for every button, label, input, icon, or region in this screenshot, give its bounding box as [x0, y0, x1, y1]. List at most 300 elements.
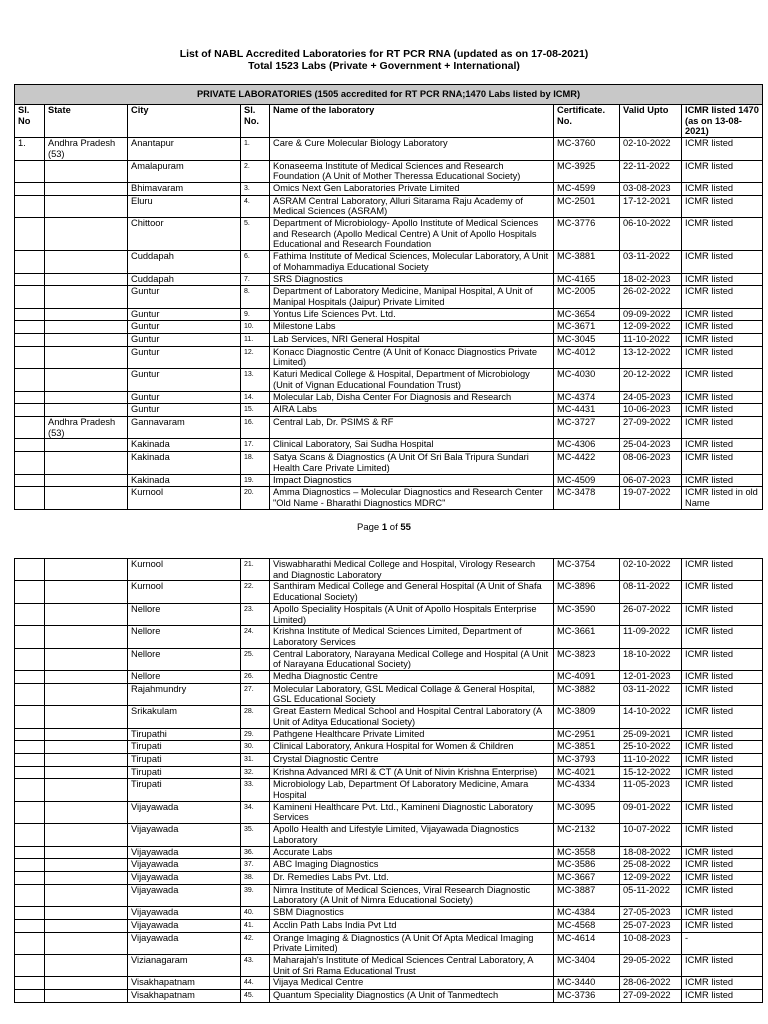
- col-header-sl: Sl. No: [15, 105, 45, 138]
- lab-sl-no-cell: 27.: [241, 683, 270, 705]
- lab-name-cell: Katuri Medical College & Hospital, Department of Microbiology (Unit of Vignan Educational Foundation Trust): [270, 369, 554, 391]
- lab-name-cell: Molecular Laboratory, GSL Medical Collage & General Hospital, GSL Educational Society: [270, 683, 554, 705]
- state-cell: [45, 369, 128, 391]
- valid-upto-cell: 26-07-2022: [620, 603, 682, 625]
- table-row: [15, 766, 763, 779]
- table-row: [15, 603, 763, 625]
- certificate-cell: MC-2501: [554, 195, 620, 217]
- sl-no-cell: [15, 195, 45, 217]
- sl-no-cell: [15, 741, 45, 754]
- valid-upto-cell: 09-09-2022: [620, 308, 682, 321]
- table-row: [15, 182, 763, 195]
- city-cell: Cuddapah: [128, 273, 241, 286]
- valid-upto-cell: 15-12-2022: [620, 766, 682, 779]
- sl-no-cell: [15, 251, 45, 273]
- certificate-cell: MC-3095: [554, 801, 620, 823]
- state-cell: [45, 824, 128, 846]
- icmr-status-cell: ICMR listed: [682, 977, 763, 990]
- sl-no-cell: [15, 919, 45, 932]
- sl-no-cell: 1.: [15, 138, 45, 160]
- sl-no-cell: [15, 391, 45, 404]
- icmr-status-cell: -: [682, 932, 763, 954]
- sl-no-cell: [15, 706, 45, 728]
- certificate-cell: MC-3404: [554, 954, 620, 976]
- sl-no-cell: [15, 626, 45, 648]
- lab-sl-no-cell: 35.: [241, 824, 270, 846]
- table-row: [15, 474, 763, 487]
- certificate-cell: MC-4021: [554, 766, 620, 779]
- lab-sl-no-cell: 28.: [241, 706, 270, 728]
- lab-name-cell: Vijaya Medical Centre: [270, 977, 554, 990]
- lab-name-cell: Santhiram Medical College and General Hospital (A Unit of Shafa Educational Society): [270, 581, 554, 603]
- lab-name-cell: SBM Diagnostics: [270, 907, 554, 920]
- valid-upto-cell: 22-11-2022: [620, 160, 682, 182]
- sl-no-cell: [15, 559, 45, 581]
- city-cell: Srikakulam: [128, 706, 241, 728]
- table-row: [15, 286, 763, 308]
- valid-upto-cell: 11-10-2022: [620, 753, 682, 766]
- valid-upto-cell: 17-12-2021: [620, 195, 682, 217]
- table-row: [15, 559, 763, 581]
- state-cell: [45, 334, 128, 347]
- icmr-status-cell: ICMR listed: [682, 559, 763, 581]
- sl-no-cell: [15, 846, 45, 859]
- valid-upto-cell: 05-11-2022: [620, 884, 682, 906]
- table-row: [15, 195, 763, 217]
- lab-name-cell: Accurate Labs: [270, 846, 554, 859]
- city-cell: Vijayawada: [128, 932, 241, 954]
- lab-name-cell: Quantum Speciality Diagnostics (A Unit of Tanmedtech: [270, 990, 554, 1003]
- sl-no-cell: [15, 766, 45, 779]
- certificate-cell: MC-4614: [554, 932, 620, 954]
- certificate-cell: MC-3590: [554, 603, 620, 625]
- table-row: [15, 416, 763, 438]
- city-cell: Guntur: [128, 321, 241, 334]
- valid-upto-cell: 10-08-2023: [620, 932, 682, 954]
- certificate-cell: MC-4012: [554, 346, 620, 368]
- state-cell: [45, 218, 128, 251]
- city-cell: Vijayawada: [128, 884, 241, 906]
- valid-upto-cell: 14-10-2022: [620, 706, 682, 728]
- icmr-status-cell: ICMR listed: [682, 346, 763, 368]
- state-cell: [45, 728, 128, 741]
- city-cell: Kakinada: [128, 474, 241, 487]
- state-cell: [45, 391, 128, 404]
- city-cell: Vizianagaram: [128, 954, 241, 976]
- city-cell: Tirupathi: [128, 728, 241, 741]
- state-cell: Andhra Pradesh (53): [45, 138, 128, 160]
- icmr-status-cell: ICMR listed: [682, 990, 763, 1003]
- table-row: [15, 218, 763, 251]
- lab-name-cell: Pathgene Healthcare Private Limited: [270, 728, 554, 741]
- city-cell: Vijayawada: [128, 846, 241, 859]
- certificate-cell: MC-3823: [554, 648, 620, 670]
- icmr-status-cell: ICMR listed: [682, 824, 763, 846]
- lab-name-cell: Acclin Path Labs India Pvt Ltd: [270, 919, 554, 932]
- city-cell: Guntur: [128, 404, 241, 417]
- sl-no-cell: [15, 648, 45, 670]
- lab-sl-no-cell: 17.: [241, 439, 270, 452]
- icmr-status-cell: ICMR listed: [682, 741, 763, 754]
- table-row: [15, 884, 763, 906]
- city-cell: Kurnool: [128, 487, 241, 509]
- page-number: 1: [381, 522, 388, 533]
- city-cell: Nellore: [128, 626, 241, 648]
- certificate-cell: MC-4509: [554, 474, 620, 487]
- city-cell: Bhimavaram: [128, 182, 241, 195]
- icmr-status-cell: ICMR listed: [682, 581, 763, 603]
- table-row: [15, 779, 763, 801]
- icmr-status-cell: ICMR listed: [682, 648, 763, 670]
- city-cell: Guntur: [128, 308, 241, 321]
- certificate-cell: MC-3736: [554, 990, 620, 1003]
- lab-name-cell: Clinical Laboratory, Sai Sudha Hospital: [270, 439, 554, 452]
- state-cell: [45, 954, 128, 976]
- lab-sl-no-cell: 13.: [241, 369, 270, 391]
- city-cell: Vijayawada: [128, 919, 241, 932]
- sl-no-cell: [15, 753, 45, 766]
- valid-upto-cell: 03-11-2022: [620, 683, 682, 705]
- certificate-cell: MC-3558: [554, 846, 620, 859]
- lab-name-cell: Nimra Institute of Medical Sciences, Viral Research Diagnostic Laboratory (A Unit of Nimra Educational Society): [270, 884, 554, 906]
- sl-no-cell: [15, 671, 45, 684]
- table-row: [15, 439, 763, 452]
- lab-name-cell: Amma Diagnostics – Molecular Diagnostics and Research Center "Old Name - Bharathi Diagnostics MDRC": [270, 487, 554, 509]
- icmr-status-cell: ICMR listed: [682, 954, 763, 976]
- state-cell: [45, 671, 128, 684]
- lab-sl-no-cell: 3.: [241, 182, 270, 195]
- valid-upto-cell: 25-08-2022: [620, 859, 682, 872]
- valid-upto-cell: 12-01-2023: [620, 671, 682, 684]
- lab-sl-no-cell: 29.: [241, 728, 270, 741]
- state-cell: [45, 932, 128, 954]
- city-cell: Cuddapah: [128, 251, 241, 273]
- document-subtitle: Total 1523 Labs (Private + Government + International): [248, 60, 520, 72]
- state-cell: [45, 919, 128, 932]
- state-cell: [45, 648, 128, 670]
- table-row: [15, 251, 763, 273]
- state-cell: [45, 404, 128, 417]
- valid-upto-cell: 18-02-2023: [620, 273, 682, 286]
- table-row: [15, 487, 763, 509]
- sl-no-cell: [15, 779, 45, 801]
- icmr-status-cell: ICMR listed: [682, 321, 763, 334]
- city-cell: Nellore: [128, 671, 241, 684]
- state-cell: [45, 977, 128, 990]
- certificate-cell: MC-3887: [554, 884, 620, 906]
- table-row: [15, 706, 763, 728]
- lab-sl-no-cell: 12.: [241, 346, 270, 368]
- lab-name-cell: AIRA Labs: [270, 404, 554, 417]
- sl-no-cell: [15, 321, 45, 334]
- state-cell: [45, 871, 128, 884]
- table-row: [15, 671, 763, 684]
- state-cell: [45, 766, 128, 779]
- certificate-cell: MC-3661: [554, 626, 620, 648]
- certificate-cell: MC-3809: [554, 706, 620, 728]
- icmr-status-cell: ICMR listed: [682, 404, 763, 417]
- state-cell: [45, 286, 128, 308]
- certificate-cell: MC-4306: [554, 439, 620, 452]
- lab-name-cell: Central Lab, Dr. PSIMS & RF: [270, 416, 554, 438]
- sl-no-cell: [15, 581, 45, 603]
- icmr-status-cell: ICMR listed: [682, 603, 763, 625]
- sl-no-cell: [15, 871, 45, 884]
- lab-name-cell: Apollo Speciality Hospitals (A Unit of Apollo Hospitals Enterprise Limited): [270, 603, 554, 625]
- certificate-cell: MC-3925: [554, 160, 620, 182]
- certificate-cell: MC-4599: [554, 182, 620, 195]
- lab-sl-no-cell: 44.: [241, 977, 270, 990]
- valid-upto-cell: 18-10-2022: [620, 648, 682, 670]
- state-cell: [45, 741, 128, 754]
- lab-name-cell: Central Laboratory, Narayana Medical College and Hospital (A Unit of Narayana Educational Society): [270, 648, 554, 670]
- sl-no-cell: [15, 474, 45, 487]
- valid-upto-cell: 06-07-2023: [620, 474, 682, 487]
- lab-sl-no-cell: 16.: [241, 416, 270, 438]
- state-cell: [45, 251, 128, 273]
- icmr-status-cell: ICMR listed: [682, 218, 763, 251]
- document-title: List of NABL Accredited Laboratories for RT PCR RNA (updated as on 17-08-2021): [179, 48, 589, 60]
- col-header-icmr: ICMR listed 1470 (as on 13-08-2021): [682, 105, 763, 138]
- table-row: [15, 683, 763, 705]
- certificate-cell: MC-4384: [554, 907, 620, 920]
- city-cell: Nellore: [128, 648, 241, 670]
- city-cell: Vijayawada: [128, 824, 241, 846]
- lab-sl-no-cell: 5.: [241, 218, 270, 251]
- valid-upto-cell: 06-10-2022: [620, 218, 682, 251]
- banner-row: [15, 85, 763, 105]
- labs-table-page-2: [14, 558, 763, 1003]
- lab-sl-no-cell: 23.: [241, 603, 270, 625]
- valid-upto-cell: 26-02-2022: [620, 286, 682, 308]
- sl-no-cell: [15, 683, 45, 705]
- city-cell: Vijayawada: [128, 871, 241, 884]
- certificate-cell: MC-3896: [554, 581, 620, 603]
- certificate-cell: MC-2951: [554, 728, 620, 741]
- city-cell: Guntur: [128, 391, 241, 404]
- sl-no-cell: [15, 801, 45, 823]
- valid-upto-cell: 10-06-2023: [620, 404, 682, 417]
- table-row: [15, 321, 763, 334]
- lab-name-cell: Department of Laboratory Medicine, Manipal Hospital, A Unit of Manipal Hospitals (Jaipur) Private Limited: [270, 286, 554, 308]
- icmr-status-cell: ICMR listed: [682, 334, 763, 347]
- col-header-sl-no: Sl. No.: [241, 105, 270, 138]
- table-row: [15, 369, 763, 391]
- sl-no-cell: [15, 334, 45, 347]
- lab-sl-no-cell: 22.: [241, 581, 270, 603]
- certificate-cell: MC-3671: [554, 321, 620, 334]
- lab-sl-no-cell: 9.: [241, 308, 270, 321]
- lab-sl-no-cell: 21.: [241, 559, 270, 581]
- valid-upto-cell: 25-10-2022: [620, 741, 682, 754]
- table-row: [15, 648, 763, 670]
- state-cell: [45, 474, 128, 487]
- icmr-status-cell: ICMR listed: [682, 182, 763, 195]
- certificate-cell: MC-2005: [554, 286, 620, 308]
- city-cell: Rajahmundry: [128, 683, 241, 705]
- city-cell: Kakinada: [128, 452, 241, 474]
- lab-name-cell: Crystal Diagnostic Centre: [270, 753, 554, 766]
- private-labs-banner: PRIVATE LABORATORIES (1505 accredited for RT PCR RNA;1470 Labs listed by ICMR): [15, 85, 763, 105]
- certificate-cell: MC-3776: [554, 218, 620, 251]
- lab-name-cell: Konaseema Institute of Medical Sciences and Research Foundation (A Unit of Mother Theressa Educational Society): [270, 160, 554, 182]
- lab-sl-no-cell: 1.: [241, 138, 270, 160]
- state-cell: [45, 779, 128, 801]
- table-row: [15, 404, 763, 417]
- lab-sl-no-cell: 40.: [241, 907, 270, 920]
- lab-sl-no-cell: 32.: [241, 766, 270, 779]
- page-of: of: [389, 522, 398, 533]
- lab-sl-no-cell: 31.: [241, 753, 270, 766]
- table-row: [15, 308, 763, 321]
- city-cell: Tirupati: [128, 741, 241, 754]
- table-row: [15, 990, 763, 1003]
- icmr-status-cell: ICMR listed: [682, 884, 763, 906]
- lab-name-cell: Krishna Advanced MRI & CT (A Unit of Nivin Krishna Enterprise): [270, 766, 554, 779]
- lab-name-cell: Lab Services, NRI General Hospital: [270, 334, 554, 347]
- certificate-cell: MC-4334: [554, 779, 620, 801]
- state-cell: [45, 346, 128, 368]
- lab-name-cell: Clinical Laboratory, Ankura Hospital for Women & Children: [270, 741, 554, 754]
- certificate-cell: MC-3760: [554, 138, 620, 160]
- city-cell: Amalapuram: [128, 160, 241, 182]
- lab-sl-no-cell: 45.: [241, 990, 270, 1003]
- certificate-cell: MC-3793: [554, 753, 620, 766]
- lab-name-cell: Apollo Health and Lifestyle Limited, Vijayawada Diagnostics Laboratory: [270, 824, 554, 846]
- icmr-status-cell: ICMR listed: [682, 801, 763, 823]
- city-cell: Kurnool: [128, 559, 241, 581]
- icmr-status-cell: ICMR listed: [682, 416, 763, 438]
- lab-sl-no-cell: 26.: [241, 671, 270, 684]
- icmr-status-cell: ICMR listed: [682, 273, 763, 286]
- table-row: [15, 741, 763, 754]
- city-cell: Vijayawada: [128, 907, 241, 920]
- state-cell: [45, 321, 128, 334]
- sl-no-cell: [15, 182, 45, 195]
- lab-name-cell: Impact Diagnostics: [270, 474, 554, 487]
- col-header-city: City: [128, 105, 241, 138]
- city-cell: Visakhapatnam: [128, 990, 241, 1003]
- sl-no-cell: [15, 439, 45, 452]
- state-cell: [45, 990, 128, 1003]
- city-cell: Visakhapatnam: [128, 977, 241, 990]
- sl-no-cell: [15, 218, 45, 251]
- lab-sl-no-cell: 33.: [241, 779, 270, 801]
- icmr-status-cell: ICMR listed: [682, 728, 763, 741]
- page-footer: [0, 522, 768, 533]
- valid-upto-cell: 27-09-2022: [620, 416, 682, 438]
- lab-name-cell: Satya Scans & Diagnostics (A Unit Of Sri Bala Tripura Sundari Health Care Private Limited): [270, 452, 554, 474]
- lab-sl-no-cell: 43.: [241, 954, 270, 976]
- valid-upto-cell: 18-08-2022: [620, 846, 682, 859]
- valid-upto-cell: 02-10-2022: [620, 138, 682, 160]
- icmr-status-cell: ICMR listed: [682, 683, 763, 705]
- lab-sl-no-cell: 18.: [241, 452, 270, 474]
- valid-upto-cell: 25-04-2023: [620, 439, 682, 452]
- icmr-status-cell: ICMR listed: [682, 779, 763, 801]
- sl-no-cell: [15, 416, 45, 438]
- lab-name-cell: Konacc Diagnostic Centre (A Unit of Konacc Diagnostics Private Limited): [270, 346, 554, 368]
- icmr-status-cell: ICMR listed: [682, 753, 763, 766]
- city-cell: Gannavaram: [128, 416, 241, 438]
- table-row: [15, 138, 763, 160]
- lab-name-cell: Krishna Institute of Medical Sciences Limited, Department of Laboratory Services: [270, 626, 554, 648]
- state-cell: [45, 439, 128, 452]
- sl-no-cell: [15, 907, 45, 920]
- sl-no-cell: [15, 824, 45, 846]
- state-cell: [45, 273, 128, 286]
- icmr-status-cell: ICMR listed: [682, 766, 763, 779]
- city-cell: Guntur: [128, 334, 241, 347]
- lab-sl-no-cell: 39.: [241, 884, 270, 906]
- state-cell: [45, 683, 128, 705]
- certificate-cell: MC-4030: [554, 369, 620, 391]
- lab-sl-no-cell: 38.: [241, 871, 270, 884]
- col-header-valid-upto: Valid Upto: [620, 105, 682, 138]
- valid-upto-cell: 13-12-2022: [620, 346, 682, 368]
- lab-sl-no-cell: 36.: [241, 846, 270, 859]
- certificate-cell: MC-4422: [554, 452, 620, 474]
- table-row: [15, 919, 763, 932]
- certificate-cell: MC-3727: [554, 416, 620, 438]
- table-row: [15, 334, 763, 347]
- icmr-status-cell: ICMR listed: [682, 871, 763, 884]
- state-cell: Andhra Pradesh (53): [45, 416, 128, 438]
- table-row: [15, 728, 763, 741]
- lab-sl-no-cell: 14.: [241, 391, 270, 404]
- lab-name-cell: Yontus Life Sciences Pvt. Ltd.: [270, 308, 554, 321]
- lab-sl-no-cell: 8.: [241, 286, 270, 308]
- state-cell: [45, 753, 128, 766]
- valid-upto-cell: 25-09-2021: [620, 728, 682, 741]
- certificate-cell: MC-4431: [554, 404, 620, 417]
- sl-no-cell: [15, 369, 45, 391]
- valid-upto-cell: 09-01-2022: [620, 801, 682, 823]
- table-row: [15, 452, 763, 474]
- sl-no-cell: [15, 308, 45, 321]
- city-cell: Vijayawada: [128, 801, 241, 823]
- valid-upto-cell: 03-11-2022: [620, 251, 682, 273]
- state-cell: [45, 581, 128, 603]
- valid-upto-cell: 11-09-2022: [620, 626, 682, 648]
- valid-upto-cell: 08-11-2022: [620, 581, 682, 603]
- table-row: [15, 346, 763, 368]
- icmr-status-cell: ICMR listed in old Name: [682, 487, 763, 509]
- table-row: [15, 801, 763, 823]
- table-row: [15, 977, 763, 990]
- icmr-status-cell: ICMR listed: [682, 251, 763, 273]
- lab-name-cell: ABC Imaging Diagnostics: [270, 859, 554, 872]
- state-cell: [45, 603, 128, 625]
- sl-no-cell: [15, 990, 45, 1003]
- valid-upto-cell: 12-09-2022: [620, 871, 682, 884]
- sl-no-cell: [15, 884, 45, 906]
- sl-no-cell: [15, 160, 45, 182]
- city-cell: Kakinada: [128, 439, 241, 452]
- certificate-cell: MC-3440: [554, 977, 620, 990]
- col-header-state: State: [45, 105, 128, 138]
- state-cell: [45, 195, 128, 217]
- table-row: [15, 273, 763, 286]
- certificate-cell: MC-3654: [554, 308, 620, 321]
- sl-no-cell: [15, 932, 45, 954]
- icmr-status-cell: ICMR listed: [682, 706, 763, 728]
- table-row: [15, 907, 763, 920]
- col-header-certificate: Certificate. No.: [554, 105, 620, 138]
- icmr-status-cell: ICMR listed: [682, 286, 763, 308]
- certificate-cell: MC-3882: [554, 683, 620, 705]
- sl-no-cell: [15, 273, 45, 286]
